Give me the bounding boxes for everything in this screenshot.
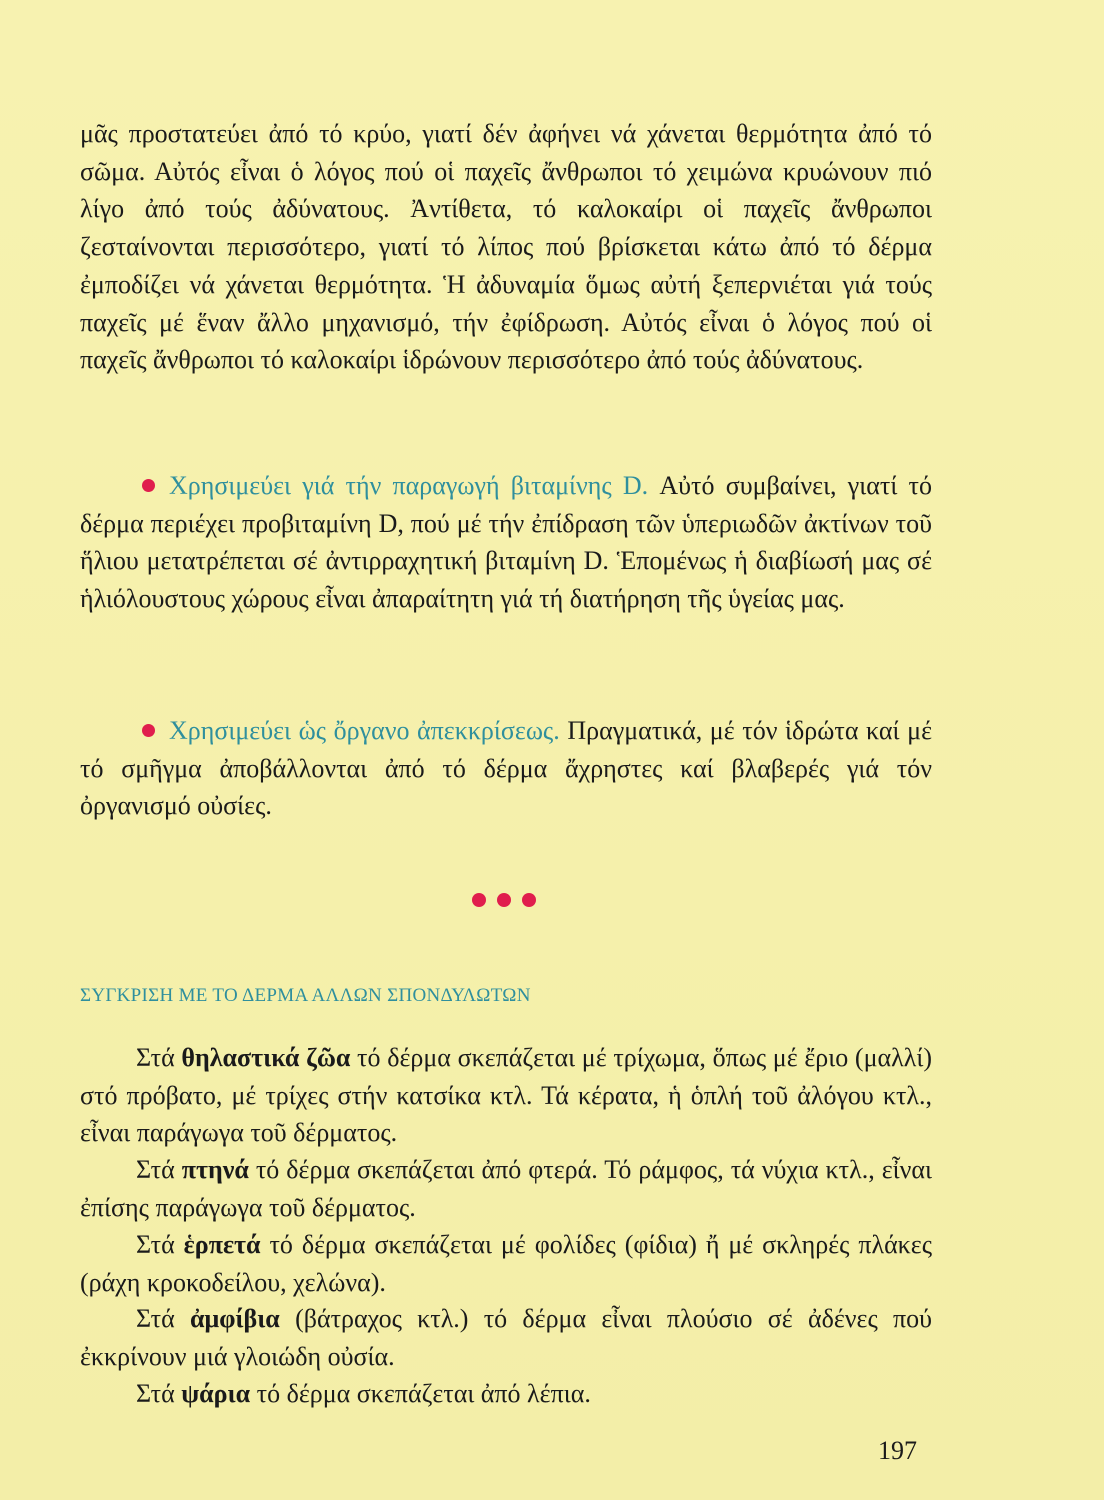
paragraph-fish: Στά ψάρια τό δέρμα σκεπάζεται ἀπό λέπια.	[136, 1379, 591, 1408]
term-reptiles: ἑρπετά	[183, 1230, 261, 1259]
paragraph-skin-insulation: μᾶς προστατεύει ἀπό τό κρύο, γιατί δέν ἀφήνει νά χάνεται θερμότητα ἀπό τό σῶμα. Αὐτός εἶναι ὁ λόγος πού οἱ παχεῖς ἄνθρωποι τό χειμώνα κρυώνουν πιό λίγο ἀπό τούς ἀδύνατους. Ἀντίθετα, τό καλοκαίρι οἱ παχεῖς ἄνθρωποι ζεσταίνονται περισσότερο, γιατί τό λίπος πού βρίσκεται κάτω ἀπό τό δέρμα ἐμποδίζει νά χάνεται θερμότητα. Ἡ ἀδυναμία ὅμως αὐτή ξεπερνιέται γιά τούς παχεῖς μέ ἕναν ἄλλο μηχανισμό, τήν ἐφίδρωση. Αὐτός εἶναι ὁ λόγος πού οἱ παχεῖς ἄνθρωποι τό καλοκαίρι ἱδρώνουν περισσότερο ἀπό τούς ἀδύνατους.	[80, 119, 932, 375]
section-heading: ΣΥΓΚΡΙΣΗ ΜΕ ΤΟ ΔΕΡΜΑ ΑΛΛΩΝ ΣΠΟΝΔΥΛΩΤΩΝ	[80, 985, 531, 1006]
paragraph-reptiles: Στά ἑρπετά τό δέρμα σκεπάζεται μέ φολίδες (φίδια) ἤ μέ σκληρές πλάκες (ράχη κροκοδείλου, χελώνα).	[80, 1230, 933, 1297]
bullet-vitamin-d-lead: Χρησιμεύει γιά τήν παραγωγή βιταμίνης D.	[169, 471, 649, 500]
paragraph-amphibians: Στά ἀμφίβια (βάτραχος κτλ.) τό δέρμα εἶναι πλούσιο σέ ἀδένες πού ἐκκρίνουν μιά γλοιώδη οὐσία.	[80, 1304, 933, 1371]
paragraph-mammals: Στά θηλαστικά ζῶα τό δέρμα σκεπάζεται μέ τρίχωμα, ὅπως μέ ἔριο (μαλλί) στό πρόβατο, μέ τρίχες στήν κατσίκα κτλ. Τά κέρατα, ἡ ὁπλή τοῦ ἀλόγου κτλ., εἶναι παράγωγα τοῦ δέρματος.	[80, 1043, 932, 1148]
paragraph-birds: Στά πτηνά τό δέρμα σκεπάζεται ἀπό φτερά. Τό ράμφος, τά νύχια κτλ., εἶναι ἐπίσης παράγωγα τοῦ δέρματος.	[80, 1155, 932, 1222]
section-divider-dots	[472, 893, 552, 913]
bullet-vitamin-d	[80, 467, 932, 618]
bullet-icon	[142, 724, 155, 737]
dot-icon	[472, 893, 486, 907]
page-number: 197	[878, 1436, 917, 1465]
term-amphibians: ἀμφίβια	[190, 1304, 280, 1333]
bullet-vitamin-d-text: Αὐτό συμβαίνει, γιατί τό δέρμα περιέχει προβιταμίνη D, πού μέ τήν ἐπίδραση τῶν ὑπεριωδῶν ἀκτίνων τοῦ ἥλιου μετατρέπεται σέ ἀντιρραχητική βιταμίνη D. Ἑπομένως ἡ διαβίωσή μας σέ ἡλιόλουστους χώρους εἶναι ἀπαραίτητη γιά τή διατήρηση τῆς ὑγείας μας.	[80, 471, 932, 614]
dot-icon	[497, 893, 511, 907]
bullet-excretion-text: Πραγματικά, μέ τόν ἱδρώτα καί μέ τό σμῆγμα ἀποβάλλονται ἀπό τό δέρμα ἄχρηστες καί βλαβερές γιά τόν ὀργανισμό οὐσίες.	[80, 716, 932, 821]
bullet-excretion	[80, 712, 932, 825]
bullet-icon	[142, 479, 155, 492]
dot-icon	[522, 893, 536, 907]
term-birds: πτηνά	[181, 1155, 249, 1184]
bullet-excretion-lead: Χρησιμεύει ὡς ὄργανο ἀπεκκρίσεως.	[169, 716, 560, 745]
term-fish: ψάρια	[181, 1379, 251, 1408]
term-mammals: θηλαστικά ζῶα	[181, 1043, 351, 1072]
